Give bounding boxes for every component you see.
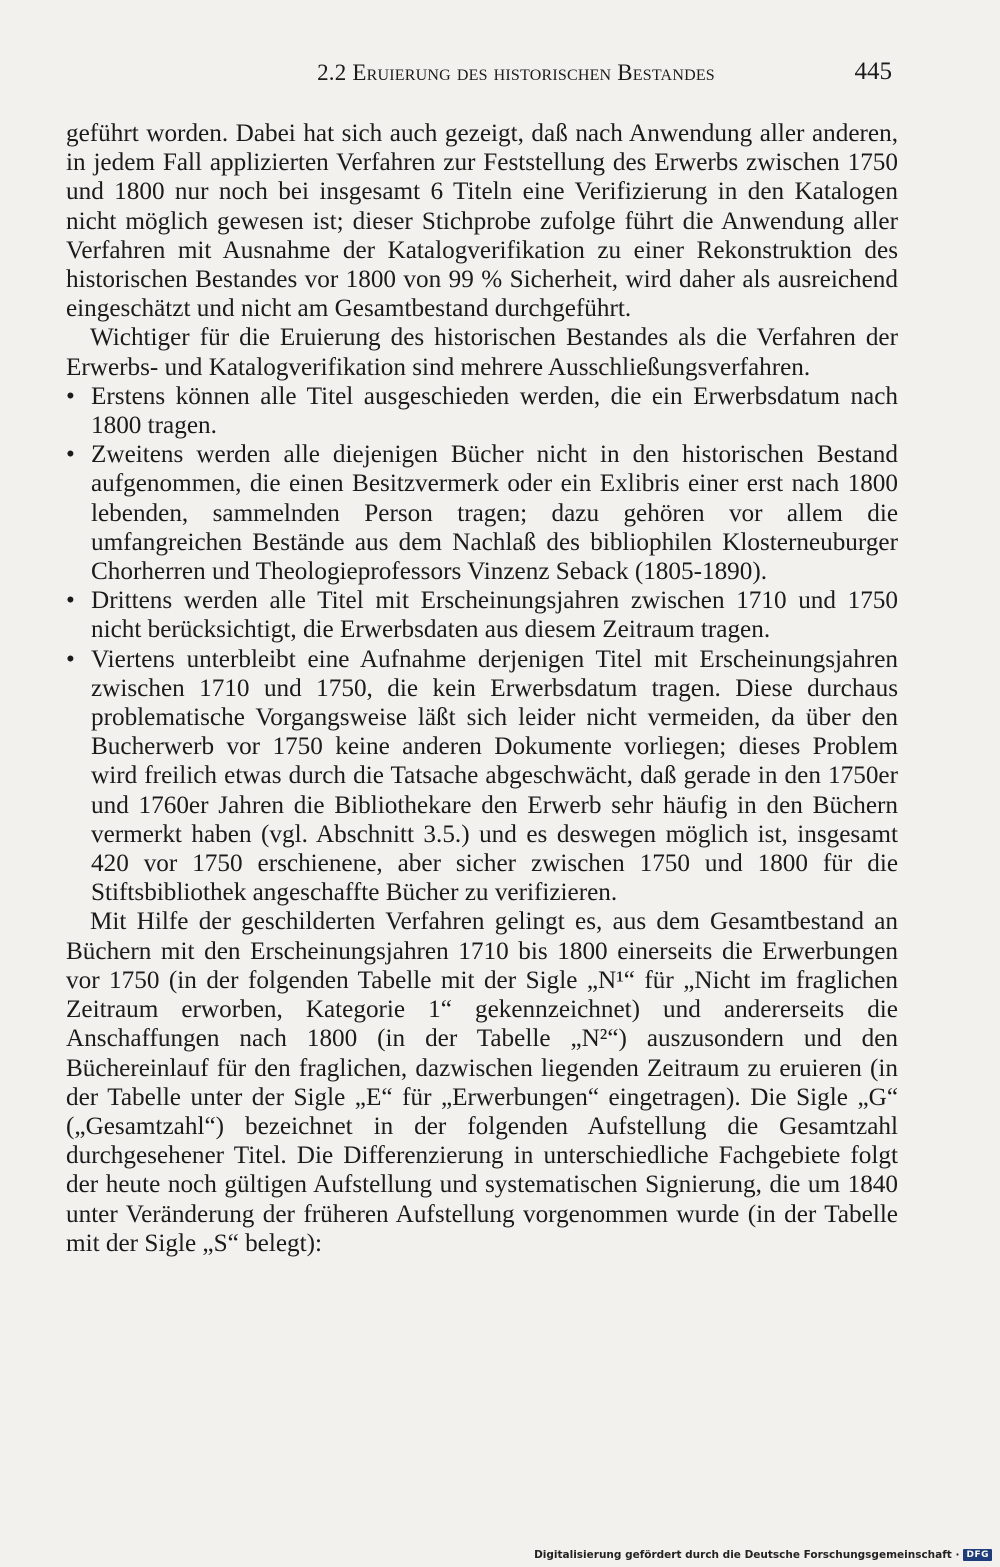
dfg-logo-icon: DFG [963, 1549, 992, 1561]
list-item [66, 440, 898, 586]
list-item-text: Viertens unterbleibt eine Aufnahme derjenigen Titel mit Erscheinungsjahren zwischen 1710 und 1750, die kein Erwerbsdatum tragen. Diese durchaus problematische Vorgangsweise läßt sich leider nicht vermeiden, da über den Bucherwerb vor 1750 keine anderen Dokumente vorliegen; dieses Problem wird freilich etwas durch die Tatsache abgeschwächt, daß gerade in den 1750er und 1760er Jahren die Bibliothekare den Erwerb sehr häufig in den Büchern vermerkt haben (vgl. Abschnitt 3.5.) und es deswegen möglich ist, insgesamt 420 vor 1750 erschienene, aber sicher zwischen 1750 und 1800 für die Stiftsbibliothek angeschaffte Bücher zu verifizieren. [91, 645, 898, 907]
bullet-icon: • [66, 645, 75, 673]
paragraph-1: geführt worden. Dabei hat sich auch gezeigt, daß nach Anwendung aller anderen, in jedem Fall applizierten Verfahren zur Feststellung des Erwerbs zwischen 1750 und 1800 nur noch bei insgesamt 6 Titeln eine Verifizierung in den Katalogen nicht möglich gewesen ist; dieser Stichprobe zufolge führt die Anwendung aller Verfahren mit Ausnahme der Katalogverifikation zu einer Rekonstruktion des historischen Bestandes vor 1800 von 99 % Sicherheit, wird daher als ausreichend eingeschätzt und nicht am Gesamtbestand durchgeführt. [66, 120, 898, 323]
list-item-text: Drittens werden alle Titel mit Erscheinungsjahren zwischen 1710 und 1750 nicht berücksichtigt, die Erwerbsdaten aus diesem Zeitraum tragen. [91, 587, 898, 644]
section-title: 2.2 Eruierung des historischen Bestandes [317, 60, 715, 85]
bullet-icon: • [66, 441, 75, 469]
body-text [66, 119, 898, 1258]
list-item [66, 586, 898, 644]
paragraph-3: Mit Hilfe der geschilderten Verfahren gelingt es, aus dem Gesamtbestand an Büchern mit den Erscheinungsjahren 1710 bis 1800 einerseits die Erwerbungen vor 1750 (in der folgenden Tabelle mit der Sigle „N¹“ für „Nicht im fraglichen Zeitraum erworben, Kategorie 1“ gekennzeichnet) und andererseits die Anschaffungen nach 1800 (in der Tabelle „N²“) auszusondern und den Büchereinlauf für den fraglichen, dazwischen liegenden Zeitraum zu eruieren (in der Tabelle unter der Sigle „E“ für „Erwerbungen“ eingetragen). Die Sigle „G“ („Gesamtzahl“) bezeichnet in der folgenden Aufstellung die Gesamtzahl durchgesehener Titel. Die Differenzierung in unterschiedliche Fachgebiete folgt der heute noch gültigen Aufstellung und systematischen Signierung, die um 1840 unter Veränderung der früheren Aufstellung vorgenommen wurde (in der Tabelle mit der Sigle „S“ belegt): [66, 908, 898, 1257]
list-item-text: Erstens können alle Titel ausgeschieden werden, die ein Erwerbsdatum nach 1800 tragen. [91, 382, 898, 440]
list-item-text: Zweitens werden alle diejenigen Bücher nicht in den historischen Bestand aufgenommen, die einen Besitzvermerk oder ein Exlibris einer erst nach 1800 lebenden, sammelnden Person tragen; dazu gehören vor allem die umfangreichen Bestände aus dem Nachlaß des bibliophilen Klosterneuburger Chorherren und Theologieprofessors Vinzenz Seback (1805-1890). [91, 441, 898, 586]
list-item [66, 645, 898, 908]
bullet-list [66, 382, 898, 908]
bullet-icon: • [66, 587, 75, 615]
footer-text: Digitalisierung gefördert durch die Deutsche Forschungsgemeinschaft · [534, 1549, 960, 1561]
digitization-footer [534, 1549, 992, 1561]
running-head [66, 58, 898, 94]
page-number: 445 [854, 58, 892, 85]
bullet-icon: • [66, 382, 75, 410]
paragraph-2: Wichtiger für die Eruierung des historischen Bestandes als die Verfahren der Erwerbs- und Katalogverifikation sind mehrere Ausschließungsverfahren. [66, 324, 898, 381]
list-item [66, 382, 898, 440]
